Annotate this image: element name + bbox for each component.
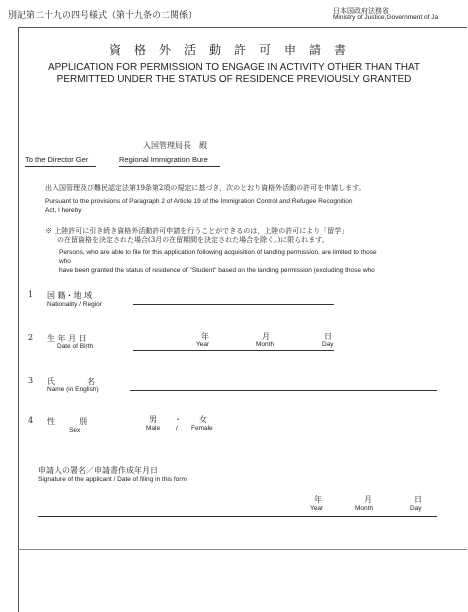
name-label-jp: 氏 名 (47, 377, 95, 386)
sex-female-jp[interactable]: 女 (199, 415, 207, 424)
sex-female-en[interactable]: Female (191, 425, 213, 432)
form-number: 別記第二十九の四号様式（第十九条の二関係） (8, 11, 198, 21)
note-text-jp-line1: ※ 上陸許可に引き続き資格外活動許可申請を行うことができるのは，上陸の許可により「留学」 (45, 227, 349, 235)
dob-month-jp: 月 (262, 332, 270, 341)
note-text-en-line2: who (59, 258, 71, 265)
sex-male-jp[interactable]: 男 (149, 415, 157, 424)
dob-year-en: Year (196, 341, 210, 348)
dob-day-en: Day (322, 341, 334, 348)
signature-month-en: Month (355, 505, 374, 512)
addressee-regional-bureau: Regional Immigration Bure (119, 155, 208, 164)
dob-input-line[interactable] (133, 350, 334, 351)
signature-label-en: Signature of the applicant / Date of filing in this form (38, 476, 187, 483)
director-underline (25, 166, 96, 167)
nationality-input-line[interactable] (133, 304, 334, 305)
sex-label-en: Sex (69, 427, 81, 434)
dob-label-en: Date of Birth (57, 343, 94, 350)
ministry-name-en: Ministry of Justice,Government of Ja (333, 14, 439, 21)
note-text-en-line1: Persons, who are able to file for this application following acquisition of landing permission, are limited to those (59, 249, 377, 256)
dob-day-jp: 日 (324, 332, 332, 341)
name-label-en: Name (in English) (47, 386, 99, 393)
ministry-name-jp: 日本国政府法務省 (333, 7, 389, 15)
section-divider (18, 549, 467, 550)
sex-separator-dot: ・ (174, 415, 182, 424)
form-title-jp: 資格外活動許可申請書 (108, 43, 359, 57)
signature-day-jp: 日 (414, 495, 422, 504)
field-number-4: 4 (28, 416, 34, 425)
pursuant-text-en-line2: Act, I hereby (45, 207, 82, 214)
signature-input-line[interactable] (38, 516, 437, 517)
bureau-underline (119, 166, 220, 167)
name-input-line[interactable] (130, 390, 437, 391)
pursuant-text-en-line1: Pursuant to the provisions of Paragraph 2 of Article 19 of the Immigration Control and Refugee Recognition (45, 198, 353, 205)
pursuant-text-jp: 出入国管理及び難民認定法第19条第2項の規定に基づき，次のとおり資格外活動の許可を申請します。 (45, 184, 366, 192)
dob-year-jp: 年 (201, 332, 209, 341)
dob-label-jp: 生 年 月 日 (47, 334, 87, 343)
form-frame (18, 27, 467, 612)
field-number-3: 3 (28, 376, 34, 385)
signature-year-en: Year (310, 505, 324, 512)
form-title-en-line1: APPLICATION FOR PERMISSION TO ENGAGE IN ACTIVITY OTHER THAN THAT (47, 62, 421, 73)
signature-year-jp: 年 (314, 495, 322, 504)
signature-label-jp: 申請人の署名／申請書作成年月日 (38, 466, 158, 475)
form-title-en-line2: PERMITTED UNDER THE STATUS OF RESIDENCE PREVIOUSLY GRANTED (56, 74, 412, 85)
note-text-jp-line2: の在留資格を決定された場合(3月の在留期間を決定された場合を除く。)に限られます。 (57, 236, 329, 244)
nationality-label-jp: 国 籍・地 域 (47, 291, 93, 300)
signature-month-jp: 月 (364, 495, 372, 504)
note-text-en-line3: have been granted the status of residence of "Student" based on the landing permission (excluding those who (59, 267, 375, 274)
sex-label-jp: 性 別 (47, 417, 87, 426)
field-number-2: 2 (28, 333, 34, 342)
dob-month-en: Month (256, 341, 275, 348)
addressee-to-director: To the Director Ger (25, 155, 89, 164)
nationality-label-en: Nationality / Regior (47, 301, 102, 308)
sex-separator-slash: / (176, 425, 178, 432)
signature-day-en: Day (410, 505, 422, 512)
sex-male-en[interactable]: Male (146, 425, 161, 432)
addressee-jp: 入国管理局長 殿 (143, 141, 207, 150)
field-number-1: 1 (28, 290, 34, 299)
